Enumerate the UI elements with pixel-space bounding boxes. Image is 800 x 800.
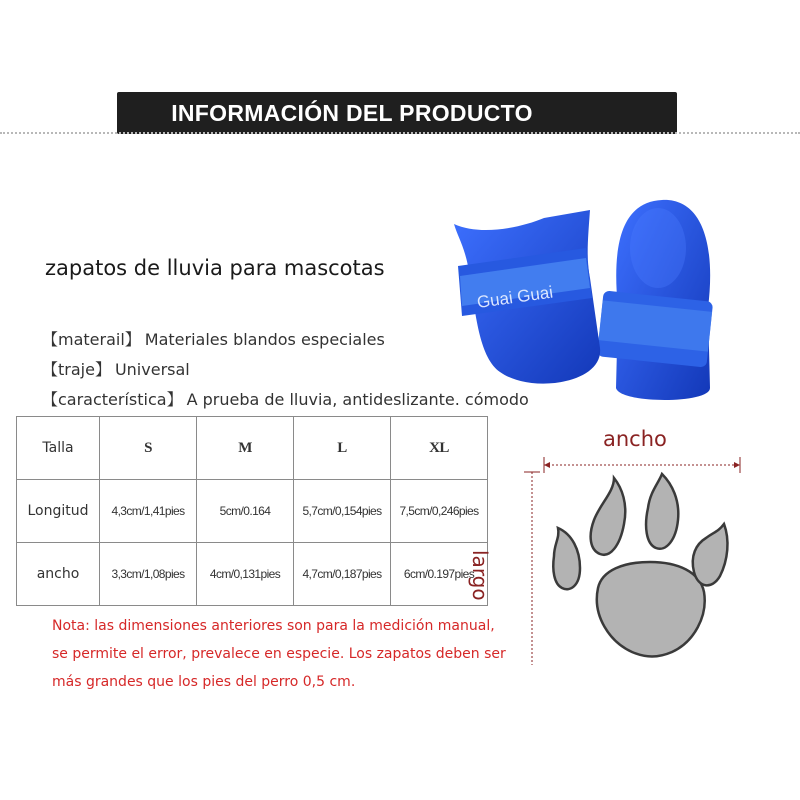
table-cell: S <box>100 417 197 480</box>
boot-left <box>454 210 600 384</box>
table-row <box>17 543 488 606</box>
dotted-divider <box>0 132 800 134</box>
product-heading: zapatos de lluvia para mascotas <box>45 256 385 280</box>
table-cell: 6cm/0.197pies <box>391 543 488 606</box>
note-line: se permite el error, prevalece en especie. Los zapatos deben ser <box>52 646 506 662</box>
table-row <box>17 480 488 543</box>
table-cell: Longitud <box>17 480 100 543</box>
table-cell: ancho <box>17 543 100 606</box>
table-cell: 4cm/0,131pies <box>197 543 294 606</box>
spec-key: 【materail】 <box>42 330 141 349</box>
table-cell: M <box>197 417 294 480</box>
table-cell: 5,7cm/0,154pies <box>294 480 391 543</box>
width-label: ancho <box>603 427 667 451</box>
table-cell: L <box>294 417 391 480</box>
spec-material <box>42 327 385 350</box>
spec-fit <box>42 357 190 380</box>
table-cell: 4,3cm/1,41pies <box>100 480 197 543</box>
paw-icon <box>553 474 727 657</box>
table-cell: Talla <box>17 417 100 480</box>
table-cell: 4,7cm/0,187pies <box>294 543 391 606</box>
rain-boots-image <box>440 188 730 418</box>
table-cell: 7,5cm/0,246pies <box>391 480 488 543</box>
length-measure-line <box>524 472 540 665</box>
spec-key: 【traje】 <box>42 360 111 379</box>
title-banner <box>117 92 677 134</box>
note-line: más grandes que los pies del perro 0,5 cm. <box>52 674 356 690</box>
paw-measurement-diagram <box>498 420 798 680</box>
lightbulb-icon <box>749 186 781 224</box>
length-label: largo <box>468 550 492 601</box>
spec-value: A prueba de lluvia, antideslizante. cómodo <box>186 390 529 409</box>
table-cell: 5cm/0.164 <box>197 480 294 543</box>
sizing-note <box>52 612 512 696</box>
strap-text: Guai Guai <box>475 282 555 312</box>
table-cell: 3,3cm/1,08pies <box>100 543 197 606</box>
note-line: Nota: las dimensiones anteriores son para la medición manual, <box>52 618 495 634</box>
width-measure-line <box>544 457 740 473</box>
table-cell: XL <box>391 417 488 480</box>
table-row <box>17 417 488 480</box>
banner-title: INFORMACIÓN DEL PRODUCTO <box>171 100 533 126</box>
spec-value: Universal <box>114 360 190 379</box>
boot-right <box>597 200 713 400</box>
spec-key: 【característica】 <box>42 390 183 409</box>
spec-value: Materiales blandos especiales <box>144 330 385 349</box>
size-table <box>16 416 488 606</box>
